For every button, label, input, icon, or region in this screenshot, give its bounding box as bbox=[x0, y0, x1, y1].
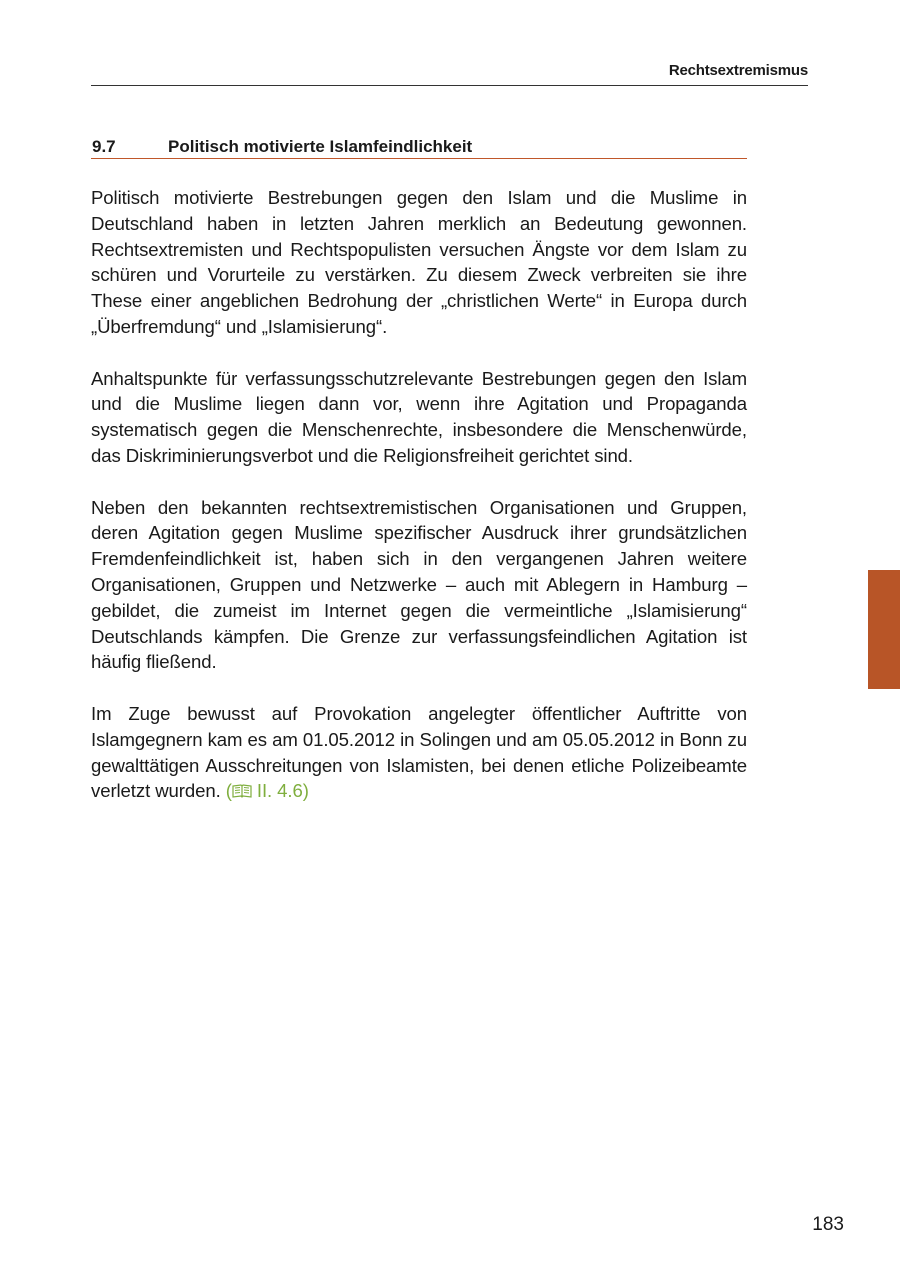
section-number: 9.7 bbox=[92, 137, 116, 156]
cross-reference-open-paren: ( bbox=[225, 780, 232, 802]
running-header-title: Rechtsextremismus bbox=[668, 62, 808, 79]
paragraph-3: Neben den bekannten rechtsextremistischen Organisationen und Gruppen, deren Agitation gegen Muslime spezifischer Ausdruck ihrer grundsätzlichen Fremdenfeindlichkeit ist, haben sich in den vergangenen Jahren weitere Organisationen, Gruppen und Netzwerke – auch mit Ablegern in Hamburg – gebildet, die zumeist im Internet gegen die vermeintliche „Islamisierung“ Deutschlands kämpfen. Die Grenze zur verfassungsfeindlichen Agitation ist häufig fließend. bbox=[91, 496, 747, 673]
paragraph-1: Politisch motivierte Bestrebungen gegen den Islam und die Muslime in Deutschland haben in letzten Jahren merklich an Bedeutung gewonnen. Rechtsextremisten und Rechtspopulisten versuchen Ängste vor dem Islam zu schüren und Vorurteile zu verstärken. Zu diesem Zweck verbreiten sie ihre These einer angeblichen Bedrohung der „christlichen Werte“ in Europa durch „Überfremdung“ und „Islamisierung“. bbox=[91, 187, 747, 337]
body-text bbox=[91, 185, 747, 830]
paragraph-4-text: Im Zuge bewusst auf Provokation angelegter öffentlicher Auftritte von Islamgegnern kam es am 01.05.2012 in Solingen und am 05.05.2012 in Bonn zu gewalttätigen Ausschreitungen von Islamisten, bei denen etliche Polizeibeamte verletzt wurden. bbox=[91, 702, 747, 802]
section-heading bbox=[91, 136, 747, 159]
page-number: 183 bbox=[812, 1214, 844, 1235]
section-title: Politisch motivierte Islamfeindlichkeit bbox=[168, 137, 473, 156]
running-header bbox=[91, 62, 808, 86]
cross-reference-link[interactable] bbox=[226, 780, 309, 801]
book-icon bbox=[232, 784, 252, 798]
cross-reference-label: II. 4.6 bbox=[256, 780, 303, 802]
chapter-side-tab bbox=[868, 570, 900, 689]
cross-reference-close-paren: ) bbox=[302, 780, 309, 802]
paragraph-4 bbox=[91, 701, 747, 804]
paragraph-2: Anhaltspunkte für verfassungsschutzrelevante Bestrebungen gegen den Islam und die Muslime liegen dann vor, wenn ihre Agitation und Propaganda systematisch gegen die Menschenrechte, insbesondere die Menschenwürde, das Diskriminierungsverbot und die Religionsfreiheit gerichtet sind. bbox=[91, 367, 747, 466]
